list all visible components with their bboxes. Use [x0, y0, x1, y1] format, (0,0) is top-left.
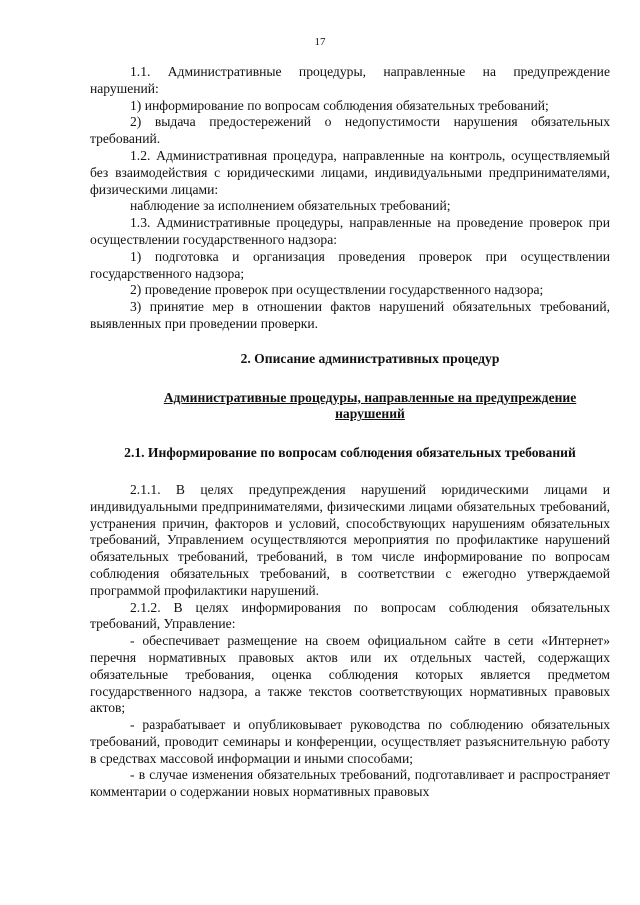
- paragraph: 1.1. Административные процедуры, направленные на предупреждение нарушений:: [90, 64, 610, 96]
- paragraph: 1) подготовка и организация проведения проверок при осуществлении государственного надзора;: [90, 248, 610, 281]
- paragraph: 1.2. Административная процедура, направленные на контроль, осуществляемый без взаимодействия с юридическими лицами, индивидуальными предпринимателями, физическими лицами:: [90, 147, 610, 197]
- paragraph: 3) принятие мер в отношении фактов нарушений обязательных требований, выявленных при проведении проверки.: [90, 299, 610, 331]
- subsection-heading: Административные процедуры, направленные на предупреждение нарушений: [163, 389, 577, 422]
- paragraph: 2) проведение проверок при осуществлении государственного надзора;: [130, 282, 544, 298]
- clause-heading: 2.1. Информирование по вопросам соблюдения обязательных требований: [124, 445, 576, 461]
- paragraph: 1.3. Административные процедуры, направленные на проведение проверок при осуществлении государственного надзора:: [90, 215, 610, 247]
- section-heading: 2. Описание административных процедур: [240, 350, 500, 366]
- paragraph: - разрабатывает и опубликовывает руководства по соблюдению обязательных требований, проводит семинары и конференции, осуществляет разъяснительную работу в средствах массовой информации и иными способами;: [90, 717, 610, 766]
- page-number: 17: [314, 36, 326, 48]
- paragraph: 2) выдача предостережений о недопустимости нарушения обязательных требований.: [90, 114, 610, 147]
- paragraph: 2.1.2. В целях информирования по вопросам соблюдения обязательных требований, Управление:: [90, 599, 610, 632]
- paragraph: - обеспечивает размещение на своем официальном сайте в сети «Интернет» перечня нормативных правовых актов или их отдельных частей, содержащих обязательные требования, оценка соблюдения которых является предметом государственного надзора, а также текстов соответствующих нормативных правовых актов;: [90, 633, 610, 716]
- paragraph: - в случае изменения обязательных требований, подготавливает и распространяет комментарии о содержании новых нормативных правовых: [90, 767, 610, 800]
- paragraph: 1) информирование по вопросам соблюдения обязательных требований;: [130, 97, 549, 113]
- page-content: [90, 64, 610, 801]
- paragraph: наблюдение за исполнением обязательных требований;: [130, 198, 451, 214]
- paragraph: 2.1.1. В целях предупреждения нарушений юридическими лицами и индивидуальными предпринимателями, физическими лицами обязательных требований, устранения причин, факторов и условий, способствующих нарушениям обязательных требований, Управлением осуществляются мероприятия по профилактике нарушений обязательных требований, требований, в том числе информирование по вопросам соблюдения обязательных требований, в соответствии с ежегодно утверждаемой программой профилактики нарушений.: [90, 481, 610, 598]
